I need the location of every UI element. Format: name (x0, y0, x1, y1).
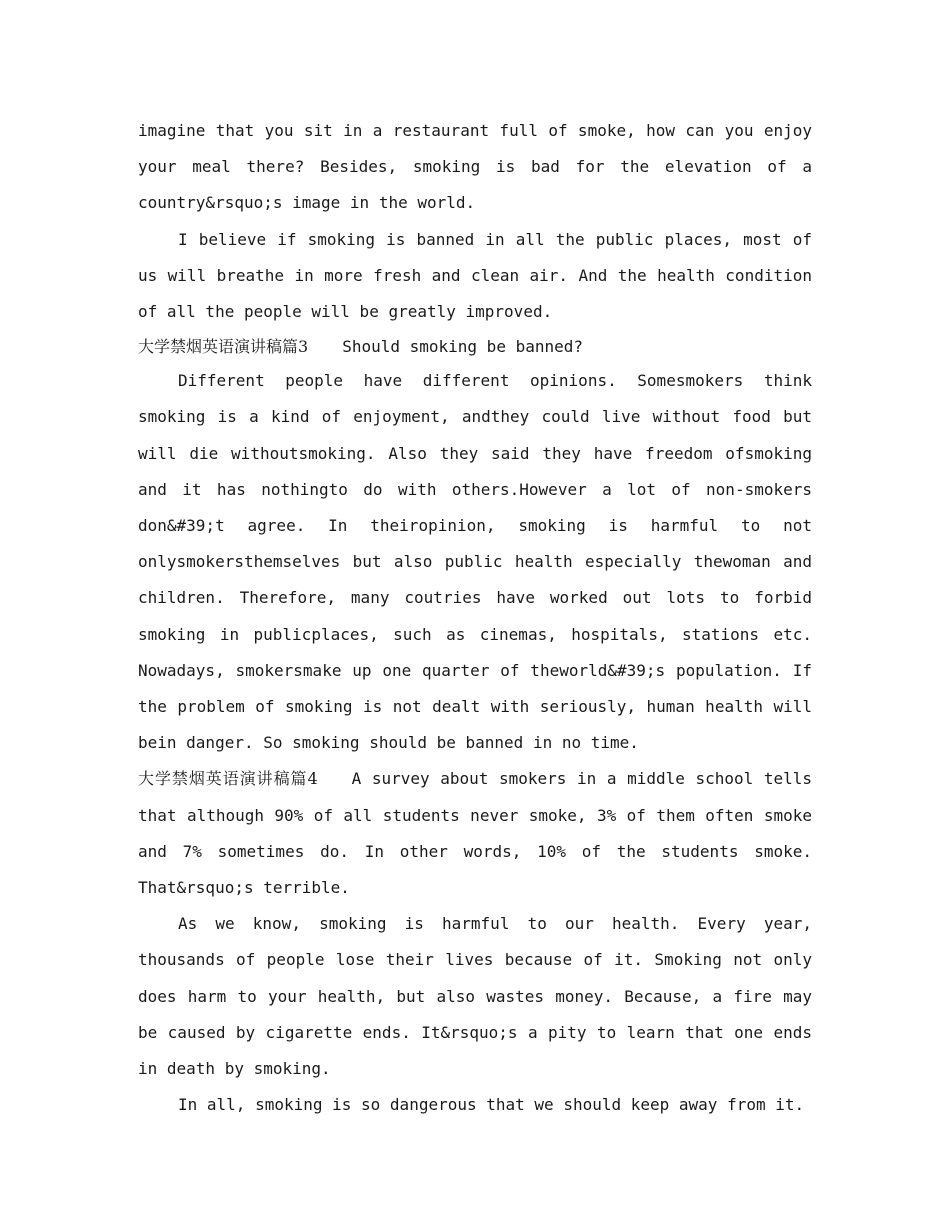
section-3-subtitle: Should smoking be banned? (342, 337, 584, 357)
paragraph-restaurant: imagine that you sit in a restaurant full of smoke, how can you enjoy your meal there? Besides, smoking is bad for the elevation of a country&rsquo;s image in the world. (138, 121, 812, 213)
section-4-title: 大学禁烟英语演讲稿篇4 (138, 769, 318, 789)
paragraph-ban-public-places: I believe if smoking is banned in all the public places, most of us will breathe in more fresh and clean air. And the health condition of all the people will be greatly improved. (138, 229, 812, 322)
section-4-heading (138, 761, 812, 906)
section-3-title: 大学禁烟英语演讲稿篇3 (138, 337, 309, 357)
section-3-heading (138, 330, 812, 363)
section-4-lead: A survey about smokers in a middle school tells that although 90% of all students never smoke, 3% of them often smoke and 7% sometimes do. In other words, 10% of the students smoke. That&rsquo;s terrible. (138, 769, 812, 898)
section-4-closing: In all, smoking is so dangerous that we should keep away from it. (178, 1095, 805, 1115)
section-4-body: As we know, smoking is harmful to our health. Every year, thousands of people lose their lives because of it. Smoking not only does harm to your health, but also wastes money. Because, a fire may be caused by cigarette ends. It&rsquo;s a pity to learn that one ends in death by smoking. (138, 914, 812, 1079)
document-body (138, 113, 812, 1123)
section-3-body: Different people have different opinions. Somesmokers think smoking is a kind of enjoyment, andthey could live without food but will die withoutsmoking. Also they said they have freedom ofsmoking and it has nothingto do with others.However a lot of non-smokers don&#39;t agree. In theiropinion, smoking is harmful to not onlysmokersthemselves but also public health especially thewoman and children. Therefore, many coutries have worked out lots to forbid smoking in publicplaces, such as cinemas, hospitals, stations etc. Nowadays, smokersmake up one quarter of theworld&#39;s population. If the problem of smoking is not dealt with seriously, human health will bein danger. So smoking should be banned in no time. (138, 371, 812, 753)
